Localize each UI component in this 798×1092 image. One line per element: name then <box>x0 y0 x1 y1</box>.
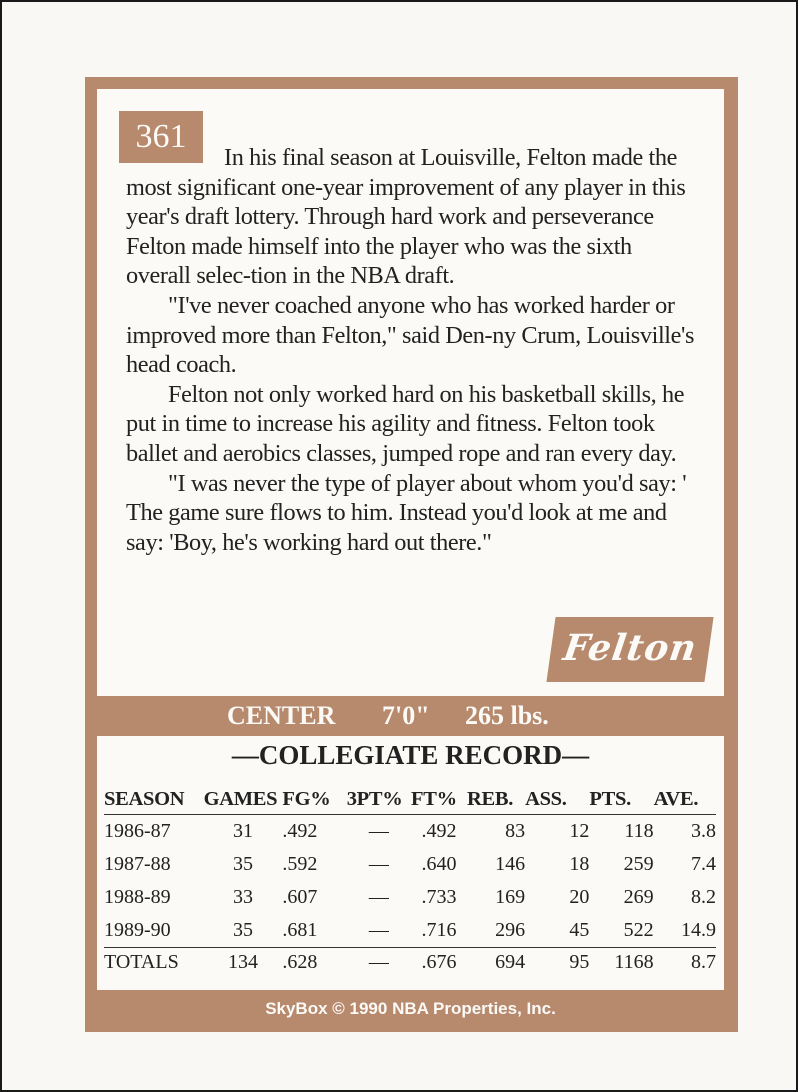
ave-cell: 3.8 <box>691 820 716 842</box>
stats-table <box>104 784 716 976</box>
ass-cell: 12 <box>569 820 590 842</box>
pts-cell: 259 <box>623 853 654 875</box>
pts-cell: 118 <box>624 820 654 842</box>
stats-header-row <box>104 784 716 815</box>
3pt-cell: — <box>347 948 411 977</box>
table-row <box>104 848 716 881</box>
season-cell: 1987-88 <box>104 853 171 875</box>
3pt-cell: — <box>368 919 389 941</box>
column-header: GAMES <box>204 784 283 815</box>
column-header: 3PT% <box>347 784 411 815</box>
ass-cell: 18 <box>569 853 590 875</box>
player-vitals <box>97 698 724 734</box>
column-header: FT% <box>411 784 467 815</box>
games-cell: 35 <box>232 853 253 875</box>
games-cell: 134 <box>204 948 283 977</box>
ft-cell: .733 <box>421 886 457 908</box>
totals-row <box>104 948 716 977</box>
ass-cell: 20 <box>569 886 590 908</box>
ave-cell: 7.4 <box>691 853 716 875</box>
3pt-cell: — <box>368 853 389 875</box>
reb-cell: 694 <box>467 948 525 977</box>
season-cell: 1988-89 <box>104 886 171 908</box>
bio-text <box>126 143 696 557</box>
ave-cell: 14.9 <box>681 919 716 941</box>
reb-cell: 169 <box>495 886 526 908</box>
games-cell: 35 <box>232 919 253 941</box>
3pt-cell: — <box>368 886 389 908</box>
ave-cell: 8.7 <box>654 948 716 977</box>
3pt-cell: — <box>368 820 389 842</box>
record-title: —COLLEGIATE RECORD— <box>231 740 590 770</box>
reb-cell: 83 <box>505 820 526 842</box>
games-cell: 33 <box>232 886 253 908</box>
player-weight: 265 lbs. <box>465 701 549 730</box>
column-header: AVE. <box>654 784 716 815</box>
card-number: 361 <box>119 111 203 163</box>
reb-cell: 296 <box>495 919 526 941</box>
player-signature: Felton <box>546 617 713 682</box>
ft-cell: .492 <box>421 820 457 842</box>
table-row <box>104 815 716 849</box>
column-header: SEASON <box>104 784 204 815</box>
ass-cell: 95 <box>525 948 589 977</box>
column-header: PTS. <box>589 784 653 815</box>
pts-cell: 1168 <box>589 948 653 977</box>
ft-cell: .676 <box>411 948 467 977</box>
player-position: CENTER <box>227 701 336 730</box>
season-cell: 1986-87 <box>104 820 171 842</box>
fg-cell: .492 <box>282 820 318 842</box>
bio-paragraph: Felton not only worked hard on his basketball skills, he put in time to increase his agility and fitness. Felton took ballet and aerobics classes, jumped rope and ran every day. <box>126 380 685 467</box>
ass-cell: 45 <box>569 919 590 941</box>
fg-cell: .607 <box>282 886 318 908</box>
table-row <box>104 881 716 914</box>
fg-cell: .681 <box>282 919 318 941</box>
column-header: ASS. <box>525 784 589 815</box>
bio-paragraph: "I was never the type of player about whom you'd say: ' The game sure flows to him. Instead you'd look at me and say: 'Boy, he's working hard out there." <box>126 469 687 556</box>
column-header: REB. <box>467 784 525 815</box>
pts-cell: 269 <box>623 886 654 908</box>
copyright-footer: SkyBox © 1990 NBA Properties, Inc. <box>265 999 556 1018</box>
games-cell: 31 <box>232 820 253 842</box>
season-cell: 1989-90 <box>104 919 171 941</box>
bio-paragraph: "I've never coached anyone who has worked harder or improved more than Felton," said Den-ny Crum, Louisville's head coach. <box>126 291 695 379</box>
fg-cell: .628 <box>282 948 346 977</box>
fg-cell: .592 <box>282 853 318 875</box>
ft-cell: .716 <box>421 919 457 941</box>
ft-cell: .640 <box>421 853 457 875</box>
pts-cell: 522 <box>623 919 654 941</box>
bio-paragraph: In his final season at Louisville, Felton made the most significant one-year improvement of any player in this year's draft lottery. Through hard work and perseverance Felton made himself into the player who was the sixth overall selec-tion in the NBA draft. <box>126 144 686 290</box>
ave-cell: 8.2 <box>691 886 716 908</box>
column-header: FG% <box>282 784 346 815</box>
table-row <box>104 914 716 948</box>
reb-cell: 146 <box>495 853 526 875</box>
player-height: 7'0" <box>382 701 430 730</box>
totals-label: TOTALS <box>104 948 204 977</box>
